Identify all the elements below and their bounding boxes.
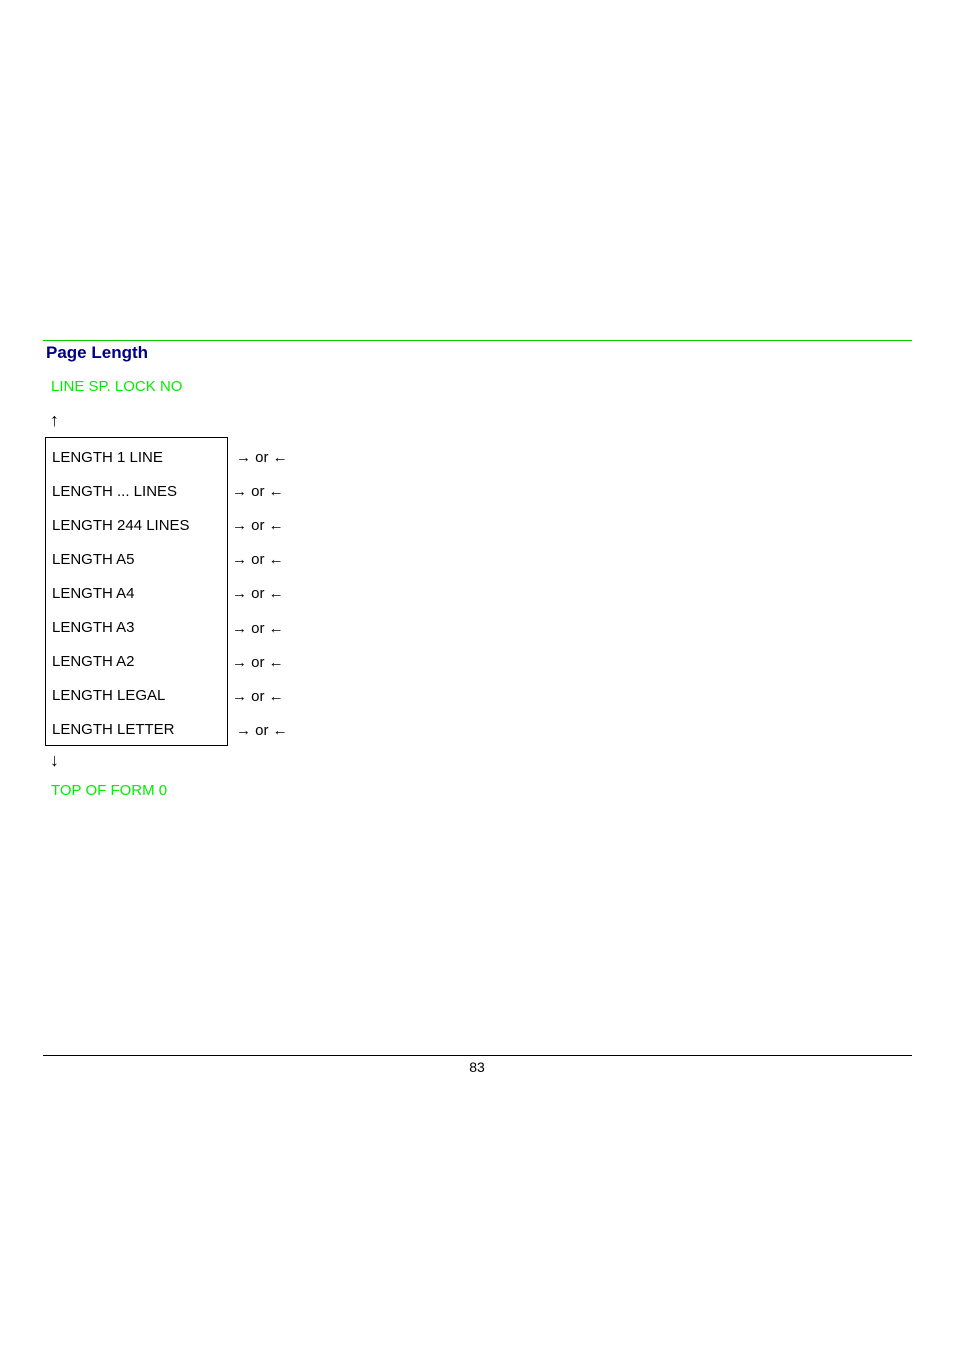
key-hint: → or ← <box>232 688 284 705</box>
down-arrow-icon: ↓ <box>50 750 59 770</box>
option-length-letter: LENGTH LETTER <box>52 721 175 738</box>
up-arrow-icon: ↑ <box>50 410 59 430</box>
key-hint: → or ← <box>236 449 288 466</box>
key-hint: → or ← <box>232 551 284 568</box>
next-menu-item: TOP OF FORM 0 <box>51 782 168 799</box>
option-length-a4: LENGTH A4 <box>52 585 135 602</box>
key-hint: → or ← <box>232 517 284 534</box>
option-length-244-lines: LENGTH 244 LINES <box>52 517 190 534</box>
option-length-legal: LENGTH LEGAL <box>52 687 166 704</box>
page-length-options-box <box>45 437 228 746</box>
option-length-a2: LENGTH A2 <box>52 653 135 670</box>
key-hint: → or ← <box>236 722 288 739</box>
page-number: 83 <box>469 1059 485 1075</box>
section-top-rule <box>43 340 912 341</box>
section-title: Page Length <box>46 343 149 362</box>
key-hint: → or ← <box>232 585 284 602</box>
footer-rule <box>43 1055 912 1056</box>
option-length-a5: LENGTH A5 <box>52 551 135 568</box>
option-length-1-line: LENGTH 1 LINE <box>52 449 163 466</box>
key-hint: → or ← <box>232 483 284 500</box>
option-length-a3: LENGTH A3 <box>52 619 135 636</box>
option-length-lines: LENGTH ... LINES <box>52 483 178 500</box>
key-hint: → or ← <box>232 654 284 671</box>
key-hint: → or ← <box>232 620 284 637</box>
previous-menu-item: LINE SP. LOCK NO <box>51 378 183 395</box>
